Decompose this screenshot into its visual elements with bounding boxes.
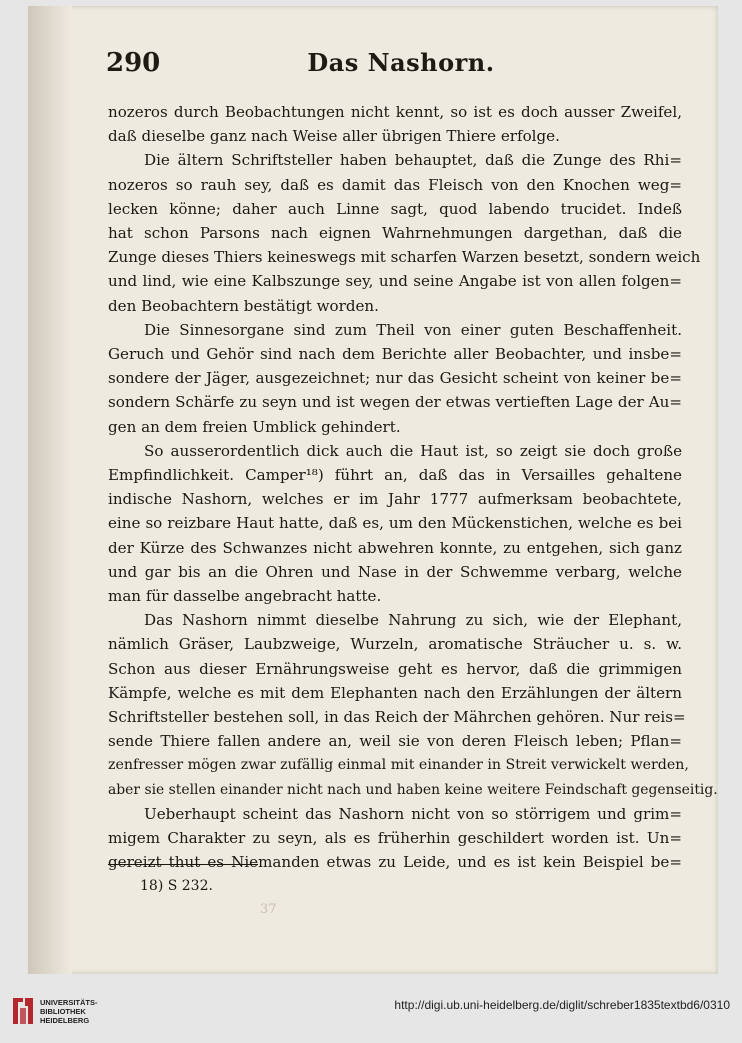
permalink-url[interactable]: http://digi.ub.uni-heidelberg.de/diglit/schreber1835textbd6/0310 [394, 998, 730, 1012]
page-header [106, 44, 696, 84]
library-name-line: BIBLIOTHEK [40, 1007, 86, 1016]
page-number: 290 [106, 48, 161, 78]
text-line: Ueberhaupt scheint das Nashorn nicht von so störrigem und grim= [144, 804, 682, 823]
text-line: der Kürze des Schwanzes nicht abwehren konnte, zu entgehen, sich ganz [108, 538, 682, 557]
text-line: nämlich Gräser, Laubzweige, Wurzeln, aromatische Sträucher u. s. w. [108, 635, 682, 654]
text-line: Geruch und Gehör sind nach dem Berichte aller Beobachter, und insbe= [108, 345, 682, 364]
running-title: Das Nashorn. [307, 48, 495, 77]
text-line: sondern Schärfe zu seyn und ist wegen der etwas vertieften Lage der Au= [108, 393, 682, 412]
library-name-line: UNIVERSITÄTS- [40, 998, 98, 1007]
text-line: eine so reizbare Haut hatte, daß es, um den Mückenstichen, welche es bei [108, 514, 682, 533]
viewer-footer [0, 988, 742, 1043]
footnote: 18) S 232. [140, 878, 213, 894]
text-line: Die Sinnesorgane sind zum Theil von einer guten Beschaffenheit. [144, 320, 682, 339]
text-line: nozeros so rauh sey, daß es damit das Fleisch von den Knochen weg= [108, 175, 682, 194]
body-text [108, 100, 718, 875]
scanned-page [28, 6, 718, 974]
text-line: aber sie stellen einander nicht nach und haben keine weitere Feindschaft gegenseitig. [108, 781, 718, 798]
text-line: So ausserordentlich dick auch die Haut ist, so zeigt sie doch große [144, 441, 682, 460]
bleed-through-text: 37 [260, 902, 277, 917]
text-line: Die ältern Schriftsteller haben behauptet, daß die Zunge des Rhi= [144, 151, 682, 170]
text-line: zenfresser mögen zwar zufällig einmal mit einander in Streit verwickelt werden, [108, 757, 689, 774]
text-line: gereizt thut es Niemanden etwas zu Leide, und es ist kein Beispiel be= [108, 853, 682, 872]
text-line: sondere der Jäger, ausgezeichnet; nur das Gesicht scheint von keiner be= [108, 369, 682, 388]
library-name[interactable] [40, 998, 98, 1025]
text-line: Kämpfe, welche es mit dem Elephanten nach den Erzählungen der ältern [108, 683, 682, 702]
text-line: migem Charakter zu seyn, als es früherhin geschildert worden ist. Un= [108, 829, 682, 848]
library-logo-icon[interactable] [10, 994, 36, 1028]
text-line: hat schon Parsons nach eignen Wahrnehmungen dargethan, daß die [108, 224, 682, 243]
text-line: lecken könne; daher auch Linne sagt, quod labendo trucidet. Indeß [108, 199, 682, 218]
text-line: gen an dem freien Umblick gehindert. [108, 417, 401, 436]
text-line: daß dieselbe ganz nach Weise aller übrigen Thiere erfolge. [108, 127, 560, 146]
text-line: Das Nashorn nimmt dieselbe Nahrung zu sich, wie der Elephant, [144, 611, 682, 630]
text-line: den Beobachtern bestätigt worden. [108, 296, 379, 315]
text-line: und gar bis an die Ohren und Nase in der Schwemme verbarg, welche [108, 562, 682, 581]
page-spine-shadow [28, 6, 72, 974]
text-line: und lind, wie eine Kalbszunge sey, und seine Angabe ist von allen folgen= [108, 272, 682, 291]
text-line: nozeros durch Beobachtungen nicht kennt, so ist es doch ausser Zweifel, [108, 103, 682, 121]
text-line: indische Nashorn, welches er im Jahr 1777 aufmerksam beobachtete, [108, 490, 682, 509]
text-line: Empfindlichkeit. Camper¹⁸) führt an, daß das in Versailles gehaltene [108, 466, 682, 485]
text-line: man für dasselbe angebracht hatte. [108, 587, 382, 606]
library-name-line: HEIDELBERG [40, 1016, 90, 1025]
footnote-rule [108, 864, 258, 865]
text-line: sende Thiere fallen andere an, weil sie von deren Fleisch leben; Pflan= [108, 732, 682, 751]
text-line: Schriftsteller bestehen soll, in das Reich der Mährchen gehören. Nur reis= [108, 708, 686, 727]
text-line: Schon aus dieser Ernährungsweise geht es hervor, daß die grimmigen [108, 659, 682, 678]
text-line: Zunge dieses Thiers keineswegs mit scharfen Warzen besetzt, sondern weich [108, 248, 701, 267]
